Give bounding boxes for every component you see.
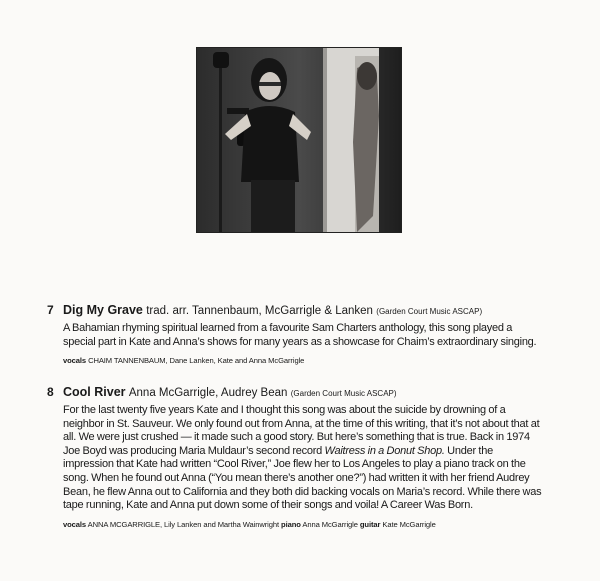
track-credits bbox=[63, 520, 543, 529]
track-publisher: (Garden Court Music ASCAP) bbox=[290, 389, 397, 398]
credit-names: Anna McGarrigle bbox=[302, 519, 358, 529]
track-header bbox=[63, 385, 543, 401]
album-title: Waitress in a Donut Shop. bbox=[324, 444, 445, 457]
description-text: Under the impression that Kate had written “Cool River,” Joe flew her to Los Angeles to play a piano track on the song. When he found out Anna (“You mean there’s another one?”) had written it with her friend Audrey Bean, he flew Anna out to California and they both did backing vocals on Maria’s record. While there was tape running, Kate and Anna put down some of their songs and voila! A Career Was Born. bbox=[63, 444, 542, 512]
track-writers: trad. arr. Tannenbaum, McGarrigle & Lanken bbox=[146, 305, 373, 317]
track-credits bbox=[63, 356, 543, 365]
track-8 bbox=[47, 385, 543, 529]
photo-illustration bbox=[197, 48, 401, 232]
credit-names: Kate McGarrigle bbox=[382, 519, 436, 529]
track-title: Dig My Grave bbox=[63, 303, 143, 317]
credit-role: vocals bbox=[63, 356, 87, 366]
track-header bbox=[63, 303, 543, 319]
studio-photo bbox=[196, 47, 402, 233]
track-title: Cool River bbox=[63, 385, 126, 399]
credit-role: vocals bbox=[63, 519, 87, 529]
credit-names: ANNA MCGARRIGLE, Lily Lanken and Martha Wainwright bbox=[87, 519, 280, 529]
description-text: For the last twenty five years Kate and I thought this song was about the suicide by drowning of a neighbor in St. Sauveur. We only found out from Anna, at the time of this writing, that it’s not about that at all. We were just crushed — it made such a good story. But here’s something that is true. Back in 1974 Joe Boyd was producing Maria Muldaur’s second record bbox=[63, 404, 540, 457]
track-number: 7 bbox=[47, 303, 54, 317]
track-description bbox=[63, 404, 543, 513]
track-description: A Bahamian rhyming spiritual learned from a favourite Sam Charters anthology, this song played a special part in Kate and Anna’s shows for many years as a showcase for Chaim’s extraordinary singing. bbox=[63, 322, 537, 348]
credit-role: guitar bbox=[359, 519, 381, 529]
track-publisher: (Garden Court Music ASCAP) bbox=[376, 307, 483, 316]
credit-role: piano bbox=[281, 519, 301, 529]
credit-names: CHAIM TANNENBAUM, Dane Lanken, Kate and Anna McGarrigle bbox=[88, 356, 305, 366]
track-writers: Anna McGarrigle, Audrey Bean bbox=[128, 387, 288, 399]
track-number: 8 bbox=[47, 385, 54, 399]
track-7 bbox=[47, 303, 543, 366]
